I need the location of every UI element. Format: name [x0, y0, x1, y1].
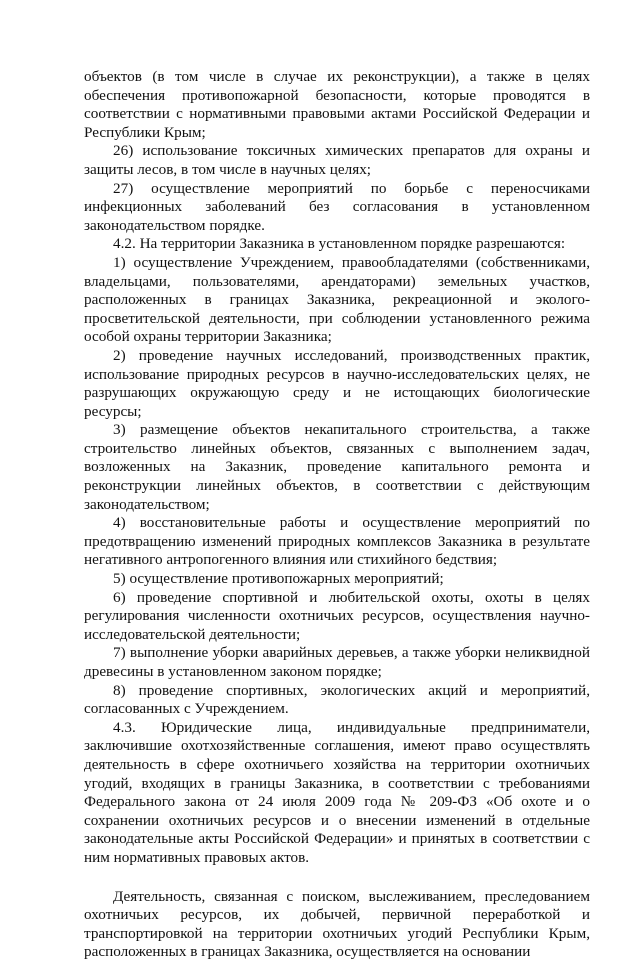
paragraph-spacer [84, 868, 590, 888]
paragraph-allowed-3: 3) размещение объектов некапитального строительства, а также строительство линейных объектов, связанных с выполнением задач, возложенных на Заказник, проведение капитального ремонта и реконструкции линейных объектов, в соответствии с действующим законодательством; [84, 421, 590, 513]
paragraph-allowed-5: 5) осуществление противопожарных мероприятий; [113, 570, 444, 588]
paragraph-allowed-2: 2) проведение научных исследований, производственных практик, использование природных ресурсов в научно-исследовательских целях, не разрушающих окружающую среду и не истощающих биологические ресурсы; [84, 346, 590, 420]
paragraph-item-26: 26) использование токсичных химических препаратов для охраны и защиты лесов, в том числе в научных целях; [84, 142, 590, 178]
document-page [84, 68, 590, 962]
paragraph-allowed-8: 8) проведение спортивных, экологических акций и мероприятий, согласованных с Учреждением. [84, 681, 590, 718]
paragraph-allowed-6: 6) проведение спортивной и любительской охоты, охоты в целях регулирования численности охотничьих ресурсов, осуществления научно-исследовательской деятельности; [84, 588, 590, 643]
paragraph-allowed-4: 4) восстановительные работы и осуществление мероприятий по предотвращению изменений природных комплексов Заказника в результате негативного антропогенного влияния или стихийного бедствия; [84, 514, 590, 569]
section-4-3-paragraph: 4.3. Юридические лица, индивидуальные предприниматели, заключившие охотхозяйственные соглашения, имеют право осуществлять деятельность в сфере охотничьего хозяйства на территории охотничьих угодий, входящих в границы Заказника, в соответствии с требованиями Федерального закона от 24 июля 2009 года № 209-ФЗ «Об охоте и о сохранении охотничьих ресурсов и о внесении изменений в отдельные законодательные акты Российской Федерации» и принятых в соответствии с ним нормативных правовых актов. [84, 718, 590, 866]
paragraph-allowed-7: 7) выполнение уборки аварийных деревьев, а также уборки неликвидной древесины в установленном законом порядке; [84, 644, 590, 680]
paragraph-continuation: объектов (в том числе в случае их реконструкции), а также в целях обеспечения противопожарной безопасности, которые проводятся в соответствии с нормативными правовыми актами Российской Федерации и Республики Крым; [84, 68, 590, 141]
paragraph-hunting-activity: Деятельность, связанная с поиском, выслеживанием, преследованием охотничьих ресурсов, их добычей, первичной переработкой и транспортировкой на территории охотничьих угодий Республики Крым, расположенных в границах Заказника, осуществляется на основании [84, 887, 590, 961]
paragraph-allowed-1: 1) осуществление Учреждением, правообладателями (собственниками, владельцами, пользователями, арендаторами) земельных участков, расположенных в границах Заказника, рекреационной и эколого-просветительской деятельности, при соблюдении установленного режима особой охраны территории Заказника; [84, 253, 590, 346]
section-4-2-heading: 4.2. На территории Заказника в установленном порядке разрешаются: [113, 235, 566, 253]
paragraph-item-27: 27) осуществление мероприятий по борьбе с переносчиками инфекционных заболеваний без согласования в установленном законодательством порядке. [84, 179, 590, 234]
